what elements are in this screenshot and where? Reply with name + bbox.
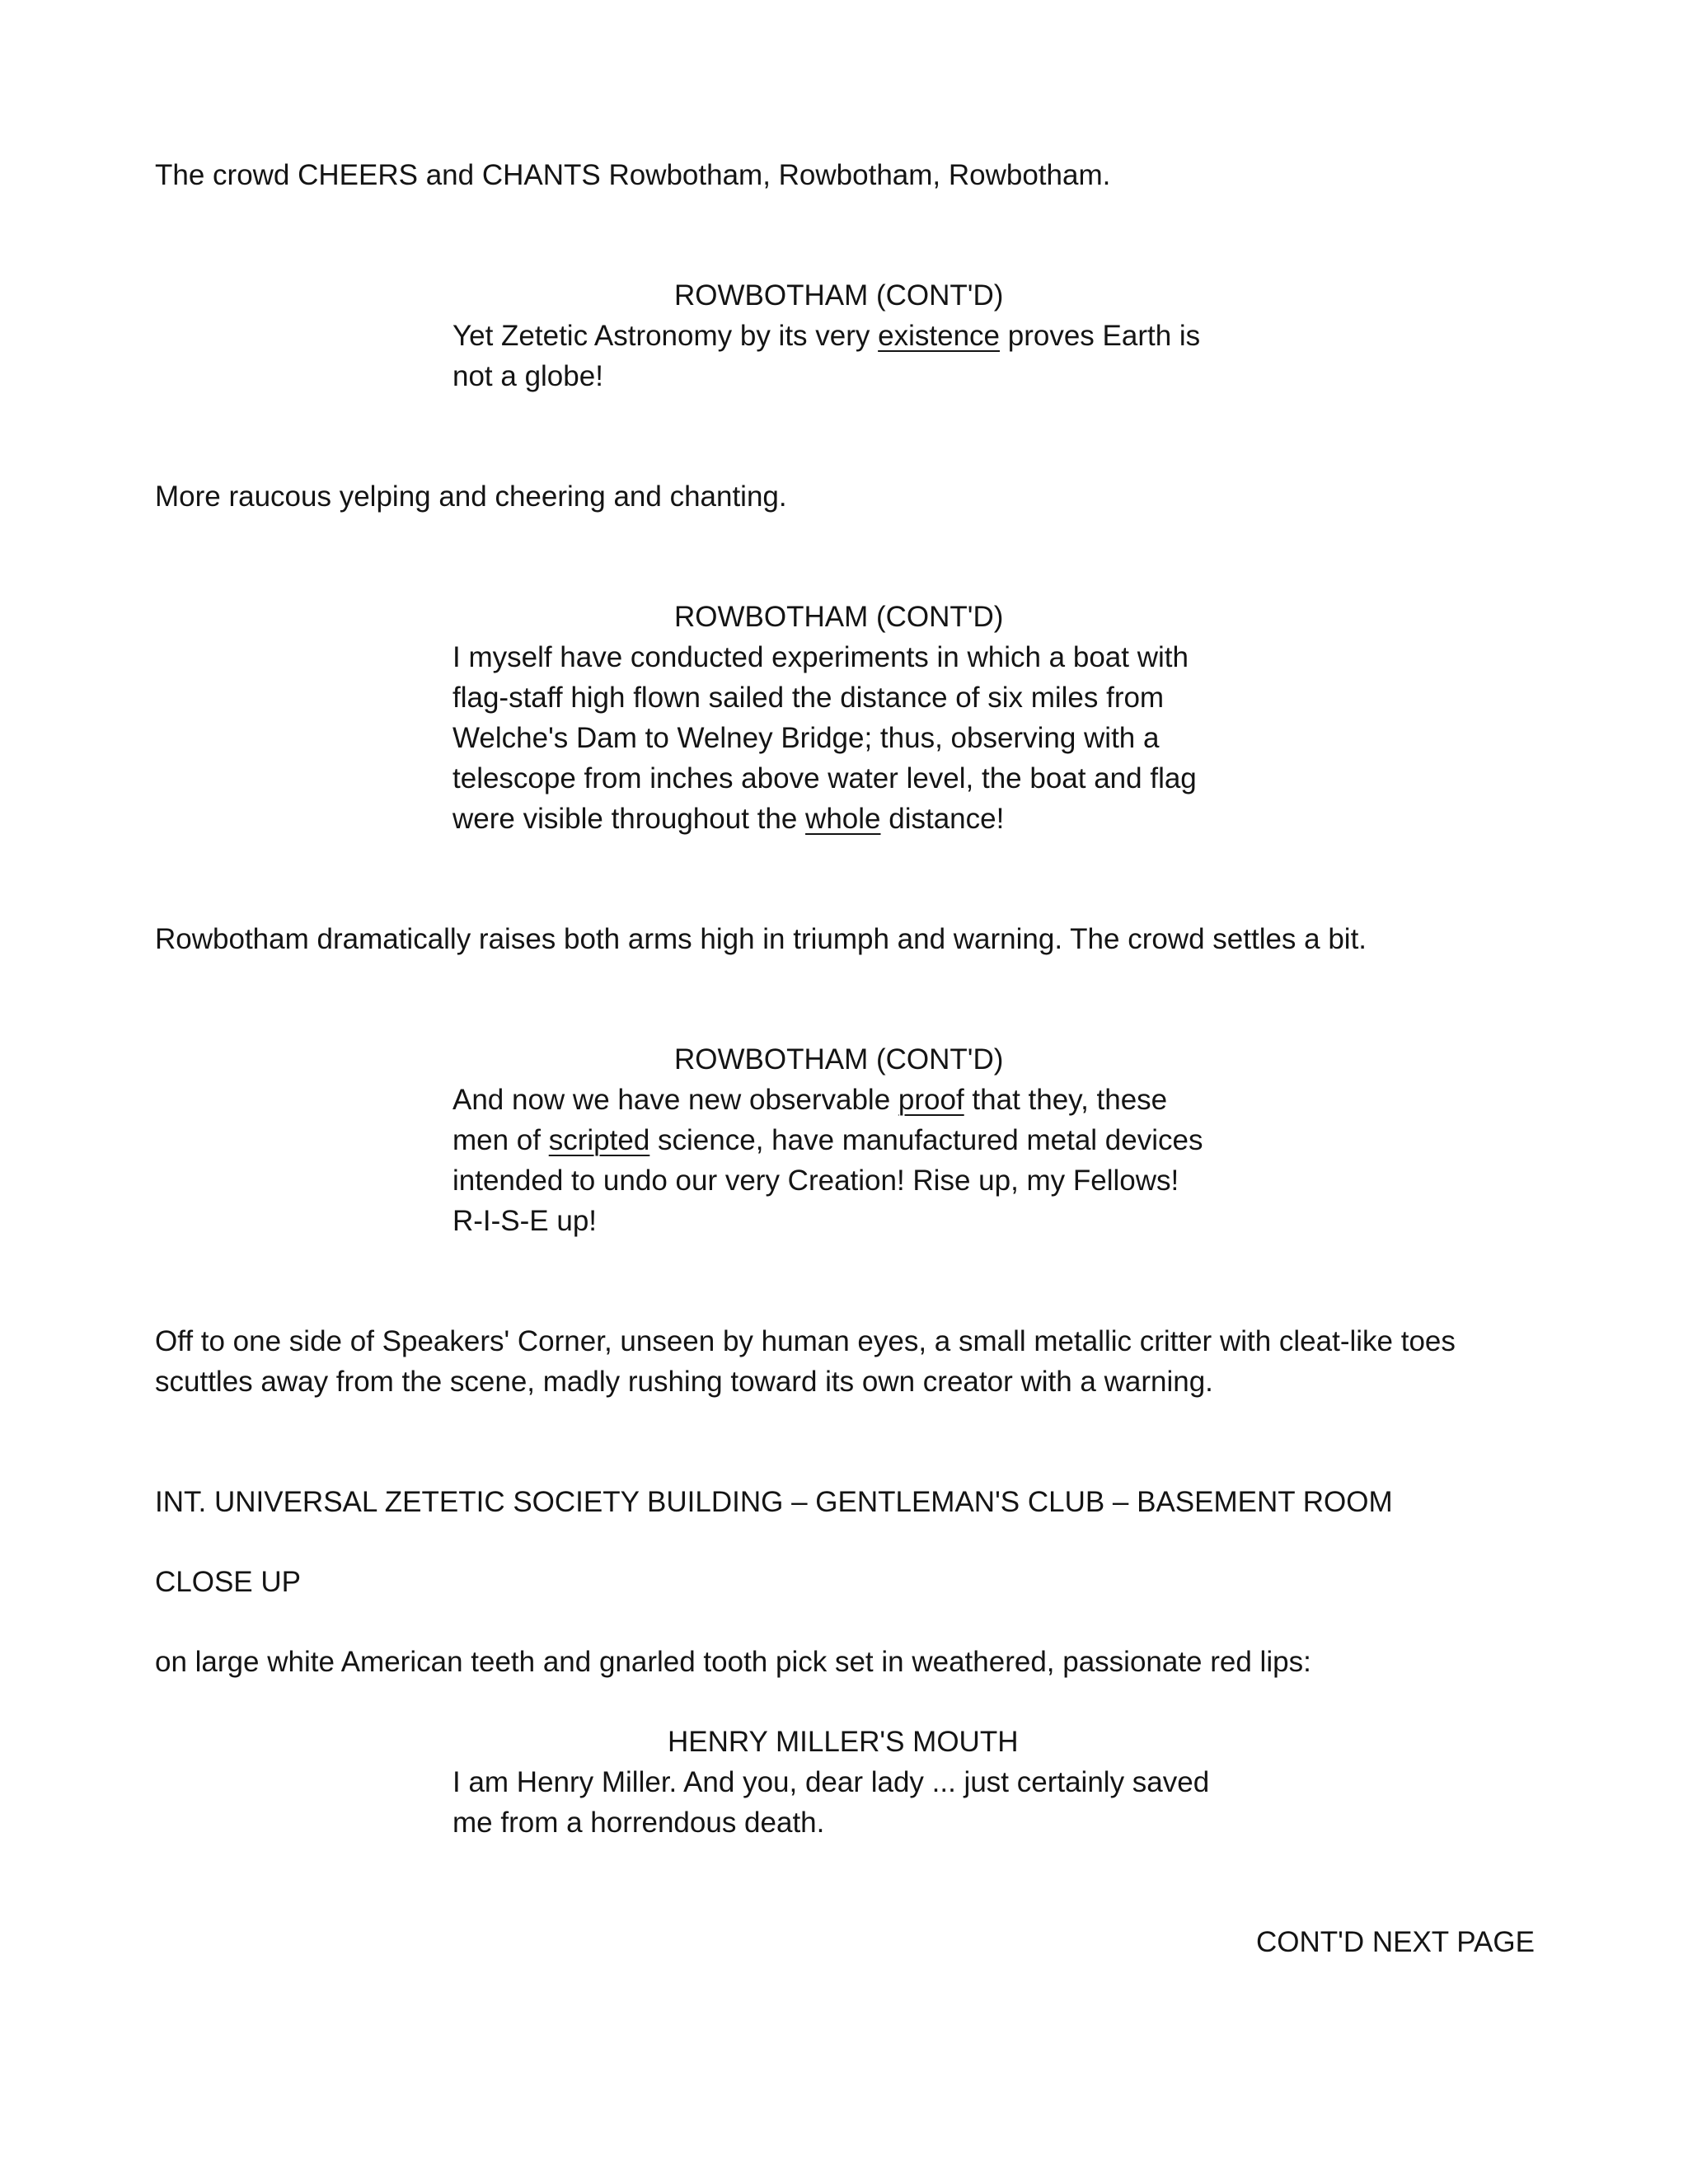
dialogue-line: telescope from inches above water level, the boat and flag bbox=[452, 762, 1197, 794]
character-cue: ROWBOTHAM (CONT'D) bbox=[674, 601, 1004, 633]
dialogue-line: R-I-S-E up! bbox=[452, 1205, 598, 1237]
dialogue-block bbox=[452, 1080, 1203, 1241]
dialogue-line: intended to undo our very Creation! Rise up, my Fellows! bbox=[452, 1165, 1179, 1197]
dialogue-line: Welche's Dam to Welney Bridge; thus, observing with a bbox=[452, 722, 1160, 754]
underlined-word: scripted bbox=[548, 1124, 650, 1156]
dialogue-block bbox=[452, 637, 1197, 839]
action-line: Off to one side of Speakers' Corner, unseen by human eyes, a small metallic critter with cleat-like toes bbox=[155, 1325, 1456, 1357]
dialogue-line: I myself have conducted experiments in which a boat with bbox=[452, 641, 1189, 673]
action-line: scuttles away from the scene, madly rushing toward its own creator with a warning. bbox=[155, 1366, 1213, 1398]
dialogue-line: Yet Zetetic Astronomy by its very existence proves Earth is bbox=[452, 320, 1201, 352]
dialogue-line: me from a horrendous death. bbox=[452, 1807, 825, 1839]
action-line: Rowbotham dramatically raises both arms high in triumph and warning. The crowd settles a bit. bbox=[155, 923, 1367, 955]
character-cue: ROWBOTHAM (CONT'D) bbox=[674, 279, 1004, 312]
dialogue-line: I am Henry Miller. And you, dear lady ... just certainly saved bbox=[452, 1766, 1210, 1798]
character-cue: ROWBOTHAM (CONT'D) bbox=[674, 1043, 1004, 1076]
scene-heading: INT. UNIVERSAL ZETETIC SOCIETY BUILDING – GENTLEMAN'S CLUB – BASEMENT ROOM bbox=[155, 1486, 1393, 1518]
transition-label: CONT'D NEXT PAGE bbox=[1256, 1926, 1535, 1958]
dialogue-line: And now we have new observable proof that they, these bbox=[452, 1084, 1168, 1116]
underlined-word: proof bbox=[898, 1084, 964, 1116]
dialogue-block bbox=[452, 316, 1200, 396]
character-cue: HENRY MILLER'S MOUTH bbox=[668, 1726, 1019, 1758]
dialogue-line: flag-staff high flown sailed the distance of six miles from bbox=[452, 682, 1165, 714]
dialogue-line: not a globe! bbox=[452, 360, 603, 392]
dialogue-line: were visible throughout the whole distance! bbox=[452, 803, 1005, 835]
action-line: The crowd CHEERS and CHANTS Rowbotham, Rowbotham, Rowbotham. bbox=[155, 159, 1111, 191]
dialogue-line: men of scripted science, have manufactured metal devices bbox=[452, 1124, 1203, 1156]
underlined-word: whole bbox=[805, 803, 881, 835]
action-line: on large white American teeth and gnarled tooth pick set in weathered, passionate red lips: bbox=[155, 1646, 1311, 1678]
underlined-word: existence bbox=[878, 320, 1001, 352]
shot-direction: CLOSE UP bbox=[155, 1566, 301, 1598]
dialogue-block bbox=[452, 1762, 1209, 1843]
action-line: More raucous yelping and cheering and chanting. bbox=[155, 480, 787, 513]
action-block bbox=[155, 1321, 1456, 1402]
